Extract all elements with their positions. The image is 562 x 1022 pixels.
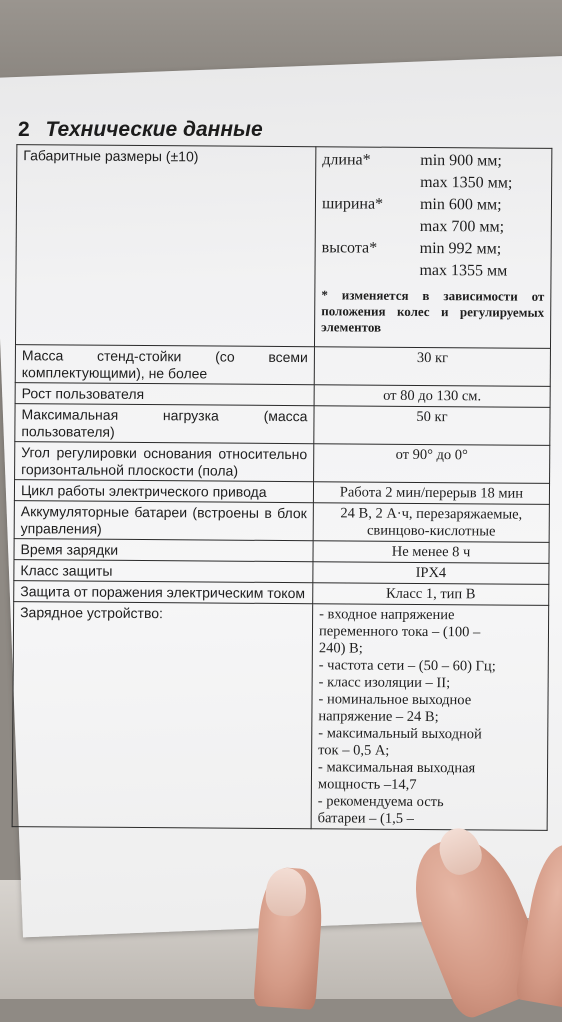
length-max: max 1350 мм;	[420, 173, 513, 192]
charger-line: мощность –14,7	[317, 776, 417, 793]
table-row	[15, 404, 550, 446]
charger-line: напряжение – 24 В;	[318, 708, 439, 726]
charge-time-label: Время зарядки	[14, 539, 313, 562]
table-row-dimensions	[15, 145, 551, 349]
charger-line: 240) В;	[318, 640, 363, 657]
shock-protection-label: Защита от поражения электрическим током	[14, 581, 313, 604]
width-min: min 600 мм;	[419, 195, 502, 214]
protection-class-value: IPX4	[313, 562, 549, 585]
dimensions-label: Габаритные размеры (±10)	[15, 145, 315, 347]
charge-time-value: Не менее 8 ч	[313, 541, 549, 564]
user-height-value: от 80 до 130 см.	[314, 385, 550, 408]
battery-value: 24 В, 2 А·ч, перезаряжаемые, свинцово-кислотные	[313, 503, 549, 543]
width-label: ширина*	[321, 195, 384, 213]
battery-label: Аккумуляторные батареи (встроены в блок управления)	[14, 501, 313, 541]
height-label: высота*	[321, 239, 378, 257]
protection-class-label: Класс защиты	[14, 560, 313, 583]
charger-label: Зарядное устройство:	[12, 602, 313, 829]
height-min: min 992 мм;	[419, 239, 502, 258]
max-load-value: 50 кг	[314, 406, 550, 446]
angle-label: Угол регулировки основания относительно горизонтальной плоскости (пола)	[15, 442, 314, 482]
dimensions-values	[314, 147, 551, 349]
length-min: min 900 мм;	[420, 151, 502, 170]
charger-line: - класс изоляции – II;	[318, 674, 451, 692]
length-label: длина*	[322, 151, 371, 169]
charger-line: переменного тока – (100 –	[318, 623, 481, 641]
charger-line: - максимальный выходной	[318, 725, 482, 743]
dimensions-note: * изменяется в зависимости от положения колес и регулируемых элементов	[321, 287, 545, 335]
charger-line: - входное напряжение	[319, 606, 455, 624]
user-height-label: Рост пользователя	[15, 383, 314, 406]
mass-value: 30 кг	[314, 347, 550, 387]
shock-protection-value: Класс 1, тип В	[313, 583, 549, 606]
charger-line: - максимальная выходная	[317, 759, 476, 777]
max-load-label: Максимальная нагрузка (масса пользователя)	[15, 404, 314, 444]
drive-cycle-value: Работа 2 мин/перерыв 18 мин	[313, 482, 549, 505]
table-row	[14, 501, 549, 543]
section-number: 2	[18, 118, 30, 141]
table-row	[15, 442, 550, 484]
table-row-charger	[12, 602, 549, 831]
charger-line: - номинальное выходное	[318, 691, 472, 709]
table-row	[15, 345, 550, 387]
spec-table	[12, 144, 553, 831]
drive-cycle-label: Цикл работы электрического привода	[14, 480, 313, 503]
charger-line: - рекомендуема ость	[317, 793, 444, 811]
charger-line: батареи – (1,5 –	[317, 810, 414, 827]
angle-value: от 90° до 0°	[314, 444, 550, 484]
height-max: max 1355 мм	[419, 261, 508, 280]
section-title: Технические данные	[45, 118, 263, 141]
mass-label: Масса стенд-стойки (со всеми комплектующими), не более	[15, 345, 314, 385]
charger-line: - частота сети – (50 – 60) Гц;	[318, 657, 496, 675]
width-max: max 700 мм;	[419, 217, 505, 236]
section-heading	[18, 118, 263, 142]
charger-specs	[311, 604, 549, 831]
charger-line: ток – 0,5 А;	[318, 742, 390, 759]
